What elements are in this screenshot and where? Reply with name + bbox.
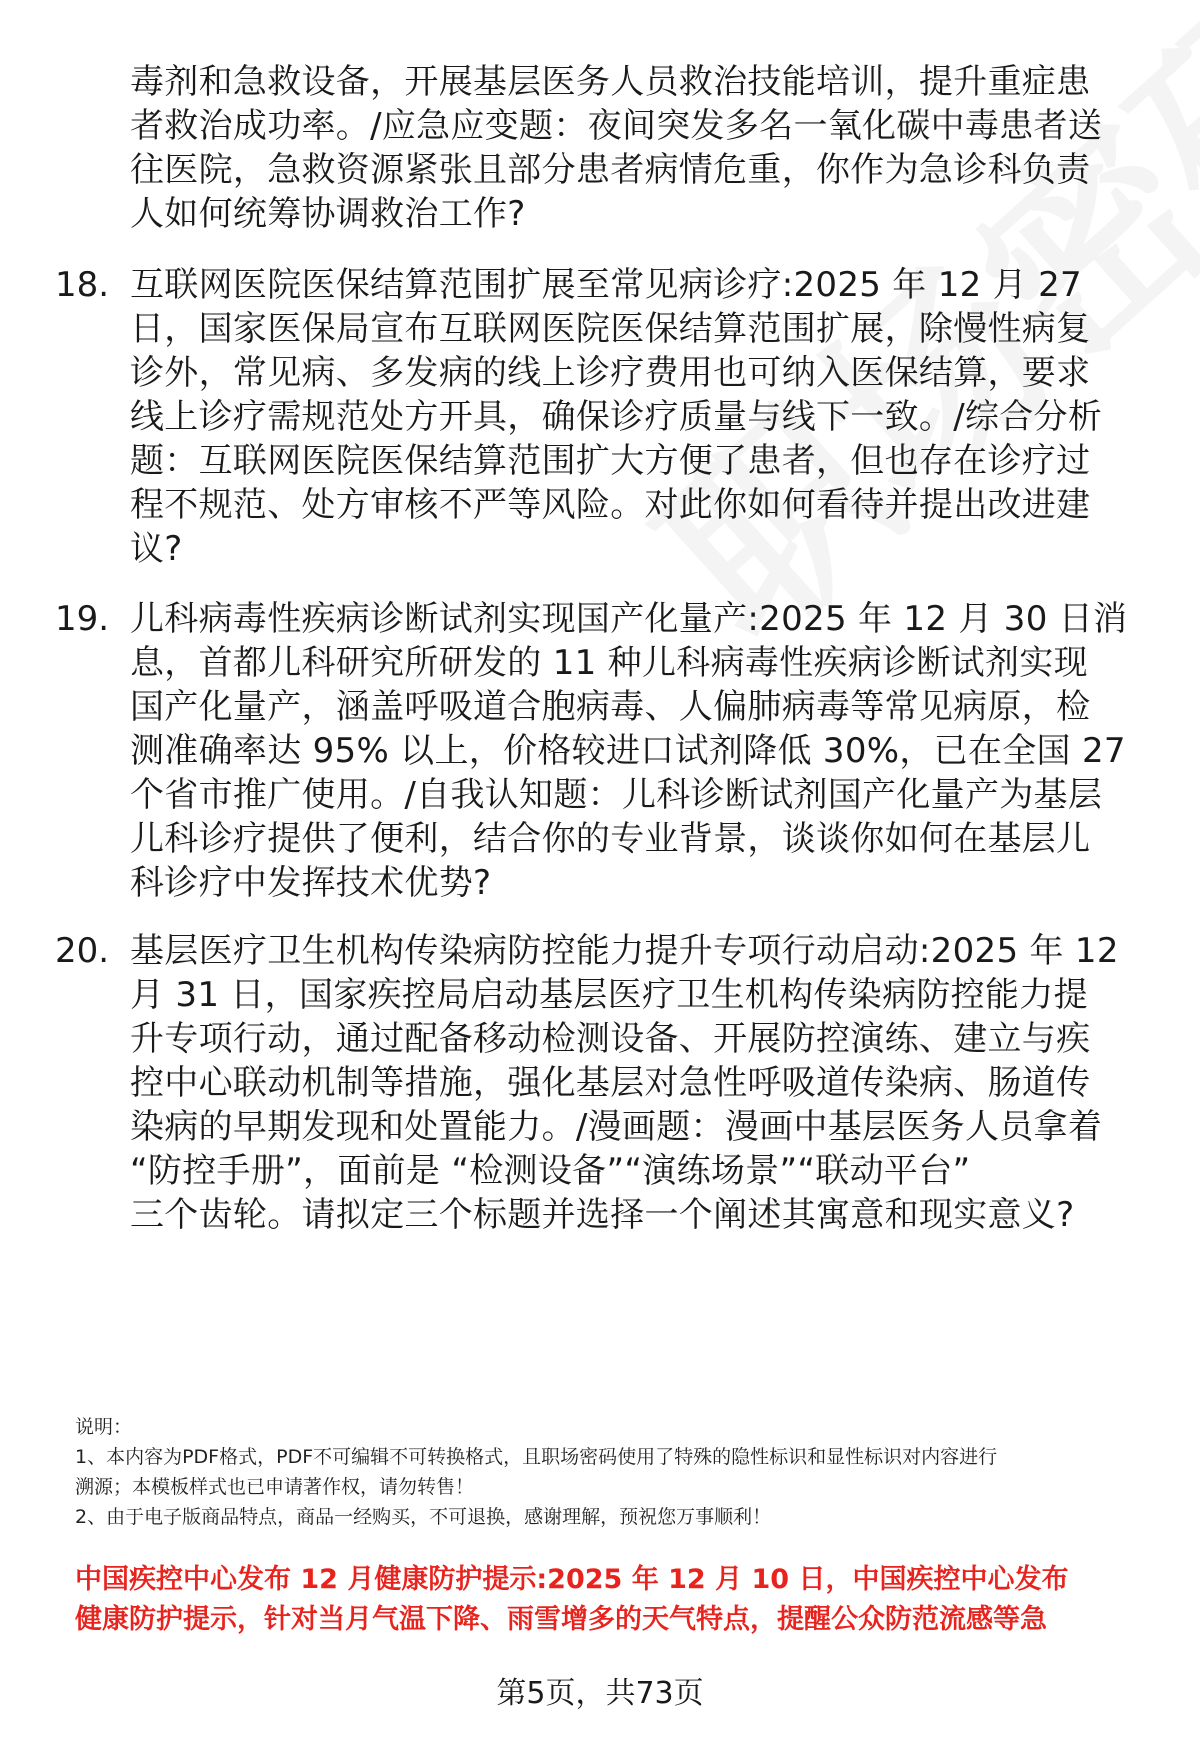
item-19-paragraph <box>130 597 1155 905</box>
text-line: 往医院，急救资源紧张且部分患者病情危重，你作为急诊科负责 <box>130 150 1091 190</box>
item-number-18: 18. <box>55 265 110 305</box>
item-18-paragraph <box>130 263 1155 571</box>
intro-paragraph <box>130 60 1155 236</box>
text-line: 议? <box>130 529 183 569</box>
notes-line: 溯源；本模板样式也已申请著作权，请勿转售！ <box>75 1476 475 1498</box>
text-line: 升专项行动，通过配备移动检测设备、开展防控演练、建立与疾 <box>130 1019 1091 1059</box>
page-number: 第5页，共73页 <box>496 1676 704 1711</box>
text-line: 题：互联网医院医保结算范围扩大方便了患者，但也存在诊疗过 <box>130 441 1091 481</box>
text-line: 毒剂和急救设备，开展基层医务人员救治技能培训，提升重症患 <box>130 62 1091 102</box>
promo-line: 中国疾控中心发布 12 月健康防护提示:2025 年 12 月 10 日，中国疾控中心发布 <box>75 1564 1069 1595</box>
text-line: 者救治成功率。/应急应变题：夜间突发多名一氧化碳中毒患者送 <box>130 106 1103 146</box>
text-line: 儿科病毒性疾病诊断试剂实现国产化量产:2025 年 12 月 30 日消 <box>130 599 1128 639</box>
promo-line: 健康防护提示，针对当月气温下降、雨雪增多的天气特点，提醒公众防范流感等急 <box>75 1604 1047 1635</box>
text-line: 儿科诊疗提供了便利，结合你的专业背景，谈谈你如何在基层儿 <box>130 819 1091 859</box>
text-line: 基层医疗卫生机构传染病防控能力提升专项行动启动:2025 年 12 <box>130 931 1119 971</box>
item-number-20: 20. <box>55 931 110 971</box>
text-line: 控中心联动机制等措施，强化基层对急性呼吸道传染病、肠道传 <box>130 1063 1091 1103</box>
text-line: 测准确率达 95% 以上，价格较进口试剂降低 30%，已在全国 27 <box>130 731 1126 771</box>
promo-highlight <box>75 1560 1175 1640</box>
text-line: 诊外，常见病、多发病的线上诊疗费用也可纳入医保结算，要求 <box>130 353 1091 393</box>
text-line: 线上诊疗需规范处方开具，确保诊疗质量与线下一致。/综合分析 <box>130 397 1103 437</box>
text-line: 国产化量产，涵盖呼吸道合胞病毒、人偏肺病毒等常见病原，检 <box>130 687 1091 727</box>
notes-title: 说明： <box>75 1416 133 1438</box>
text-line: 人如何统筹协调救治工作? <box>130 194 526 234</box>
text-line: 月 31 日，国家疾控局启动基层医疗卫生机构传染病防控能力提 <box>130 975 1088 1015</box>
notes-line: 1、本内容为PDF格式，PDF不可编辑不可转换格式，且职场密码使用了特殊的隐性标识和显性标识对内容进行 <box>75 1446 998 1468</box>
text-line: 染病的早期发现和处置能力。/漫画题：漫画中基层医务人员拿着 <box>130 1107 1103 1147</box>
text-line: 科诊疗中发挥技术优势? <box>130 863 492 903</box>
text-line: “防控手册”，面前是 “检测设备”“演练场景”“联动平台” <box>130 1151 971 1191</box>
text-line: 互联网医院医保结算范围扩展至常见病诊疗:2025 年 12 月 27 <box>130 265 1082 305</box>
text-line: 日，国家医保局宣布互联网医院医保结算范围扩展，除慢性病复 <box>130 309 1091 349</box>
item-20-paragraph <box>130 929 1155 1237</box>
text-line: 个省市推广使用。/自我认知题：儿科诊断试剂国产化量产为基层 <box>130 775 1103 815</box>
text-line: 息，首都儿科研究所研发的 11 种儿科病毒性疾病诊断试剂实现 <box>130 643 1088 683</box>
notes-section <box>75 1412 1165 1532</box>
item-number-19: 19. <box>55 599 110 639</box>
notes-line: 2、由于电子版商品特点，商品一经购买，不可退换，感谢理解，预祝您万事顺利！ <box>75 1506 772 1528</box>
text-line: 三个齿轮。请拟定三个标题并选择一个阐述其寓意和现实意义? <box>130 1195 1075 1235</box>
text-line: 程不规范、处方审核不严等风险。对此你如何看待并提出改进建 <box>130 485 1091 525</box>
